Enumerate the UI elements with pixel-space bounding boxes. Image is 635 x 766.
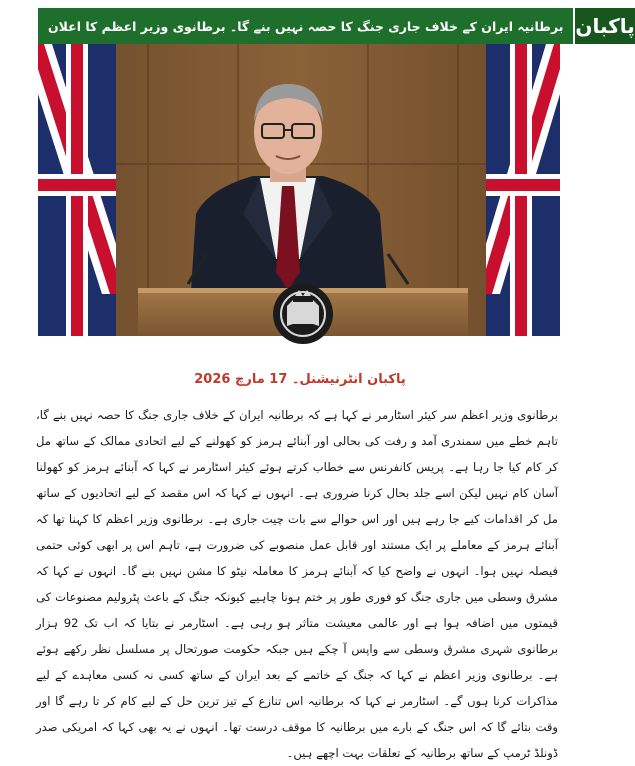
news-photo: [38, 44, 560, 336]
site-logo[interactable]: پاکبان: [573, 8, 634, 44]
header-banner: [38, 8, 635, 44]
union-flag-left: [38, 44, 116, 336]
royal-crest-emblem: [273, 284, 333, 344]
union-flag-right: [486, 44, 560, 336]
dateline: پاکبان انٹرنیشنل۔ 17 مارچ 2026: [194, 372, 406, 387]
headline[interactable]: برطانیہ ایران کے خلاف جاری جنگ کا حصہ نہیں بنے گا۔ برطانوی وزیر اعظم کا اعلان: [38, 8, 573, 44]
article-body: برطانوی وزیر اعظم سر کیئر اسٹارمر نے کہا ہے کہ برطانیہ ایران کے خلاف جاری جنگ کا حصہ نہیں بنے گا، تاہم خطے میں سمندری آمد و رفت کی بحالی اور آبنائے ہرمز کو کھولنے کے لیے اتحادی ممالک کے ساتھ مل کر کام کیا جا رہا ہے۔ پریس کانفرنس سے خطاب کرتے ہوئے کیئر اسٹارمر نے کہا کہ آبنائے ہرمز کو کھولنا آسان کام نہیں لیکن اسے جلد بحال کرنا ضروری ہے۔ انہوں نے کہا کہ اس مقصد کے لیے اتحادیوں کے ساتھ مل کر اقدامات کیے جا رہے ہیں اور اس حوالے سے بات چیت جاری ہے۔ برطانوی وزیر اعظم کا کہنا تھا کہ آبنائے ہرمز کے معاملے پر ایک مستند اور قابل عمل منصوبے کی ضرورت ہے، تاہم اس پر ابھی کوئی حتمی فیصلہ نہیں ہوا۔ انہوں نے واضح کیا کہ آبنائے ہرمز کا معاملہ نیٹو کا مشن نہیں بنے گا۔ انہوں نے کہا کہ مشرق وسطی میں جاری جنگ کو فوری طور پر ختم ہونا چاہیے کیونکہ جنگ کے باعث پٹرولیم مصنوعات کی قیمتوں میں اضافہ ہوا ہے اور عالمی معیشت متاثر ہو رہی ہے۔ اسٹارمر نے بتایا کہ اب تک 92 ہزار برطانوی شہری مشرق وسطی سے واپس آ چکے ہیں جبکہ حکومت صورتحال پر مسلسل نظر رکھے ہوئے ہے۔ برطانوی وزیر اعظم نے کہا کہ جنگ کے خاتمے کے بعد ایران کے ساتھ کسی نہ کسی معاہدے کے لیے مذاکرات کرنا ہوں گے۔ اسٹارمر نے کہا کہ برطانیہ اس تنازع کے تیز ترین حل کے لیے کام کر تا رہے گا اور وقت بتائے گا کہ اس جنگ کے بارے میں برطانیہ کا موقف درست تھا۔ انہوں نے یہ بھی کہا کہ امریکی صدر ڈونلڈ ٹرمپ کے ساتھ برطانیہ کے تعلقات بہت اچھے ہیں۔: [36, 408, 558, 760]
